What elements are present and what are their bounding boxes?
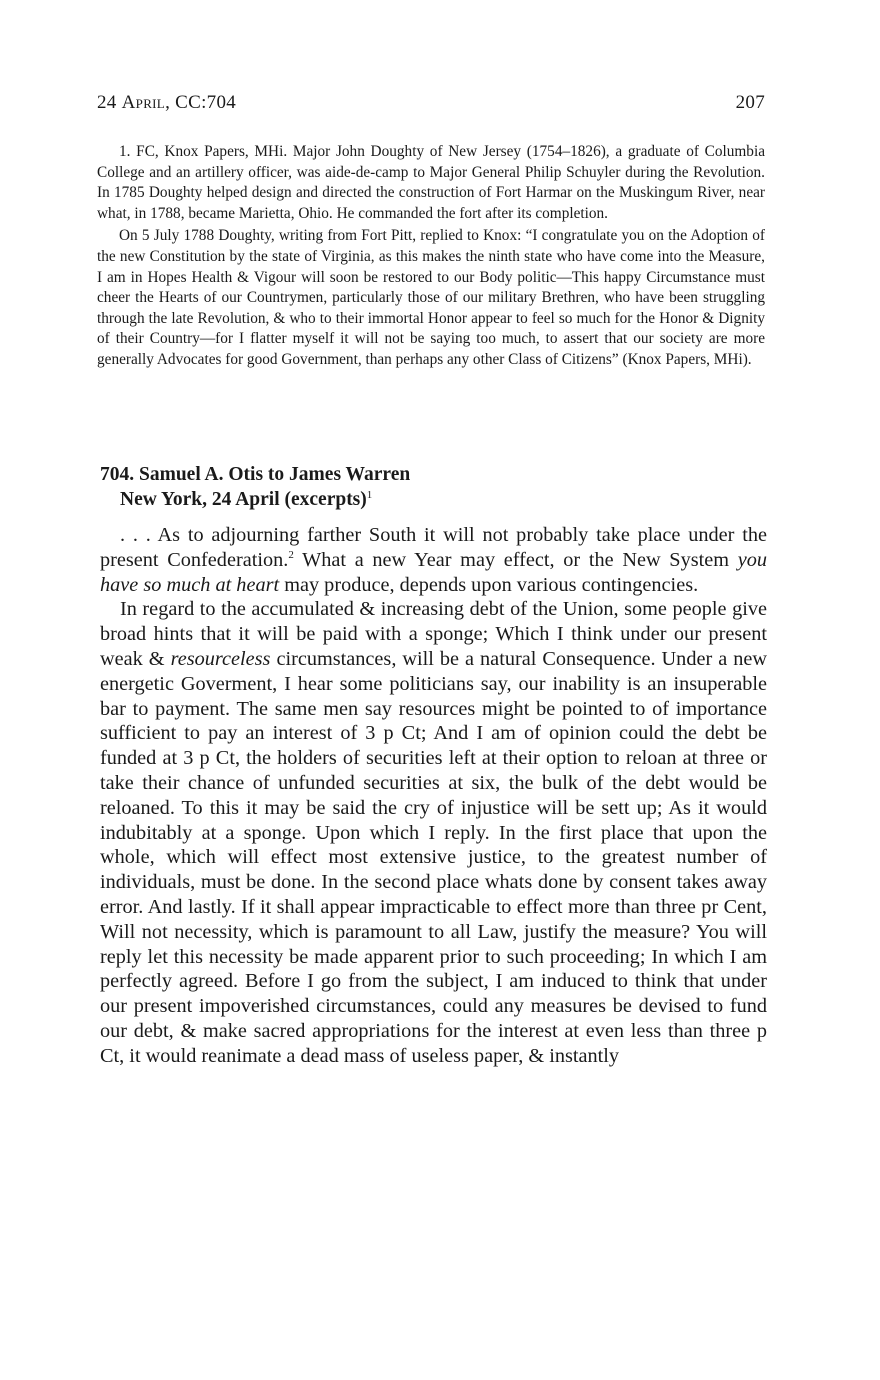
paragraph-text: may produce, depends upon various contingencies. bbox=[279, 573, 699, 596]
footnotes bbox=[97, 142, 765, 373]
paragraph-text: circumstances, will be a natural Consequence. Under a new energetic Goverment, I hear some politicians say, our inability is an insuperable bar to payment. The same men say resources might be pointed to of importance sufficient to pay an interest of 3 p Ct; And I am of opinion could the debt be funded at 3 p Ct, the holders of securities left at their option to reloan at three or take their chance of unfunded securities at six, the bulk of the debt would be reloaned. To this it may be said the cry of injustice will be sett up; As it would indubitably at a sponge. Upon which I reply. In the first place that upon the whole, which will effect most extensive justice, to the greatest number of individuals, must be done. In the second place whats done by consent takes away error. And lastly. If it shall appear impracticable to effect more than three pr Cent, Will not necessity, which is paramount to all Law, justify the measure? You will reply let this necessity be made apparent prior to such proceeding; In which I am perfectly agreed. Before I go from the subject, I am induced to think that under our present impoverished circumstances, could any measures be devised to fund our debt, & make sacred appropriations for the interest at even less than three p Ct, it would reanimate a dead mass of useless paper, & instantly bbox=[100, 647, 767, 1067]
running-head bbox=[97, 92, 765, 120]
document-heading-title: 704. Samuel A. Otis to James Warren bbox=[100, 464, 411, 485]
running-head-title bbox=[97, 92, 236, 114]
footnote-reference: 1 bbox=[366, 489, 373, 501]
letter-body bbox=[100, 523, 767, 1069]
body-paragraph bbox=[100, 597, 767, 1068]
paragraph-text: . . . As to adjourning farther South it will not probably take place under the present Confederation. bbox=[100, 524, 767, 571]
paragraph-text: In regard to the accumulated & increasing debt of the Union, some people give broad hints that it will be paid with a sponge; Which I think under our present weak & bbox=[100, 598, 767, 670]
italic-phrase: you have so much at heart bbox=[100, 548, 767, 596]
running-head-document-ref: , CC:704 bbox=[165, 92, 237, 113]
footnote-reference: 2 bbox=[288, 548, 294, 561]
document-heading-place-date: New York, 24 April (excerpts) bbox=[120, 489, 367, 510]
document-heading bbox=[100, 462, 760, 512]
running-head-date: 24 bbox=[97, 92, 122, 113]
footnote-1: 1. FC, Knox Papers, MHi. Major John Doughty of New Jersey (1754–1826), a graduate of Columbia College and an artillery officer, was aide-de-camp to Major General Philip Schuyler during the Revolution. In 1785 Doughty helped design and directed the construction of Fort Harmar on the Muskingum River, near what, in 1788, became Marietta, Ohio. He commanded the fort after its completion. bbox=[97, 143, 765, 222]
document-heading-dateline bbox=[100, 487, 760, 512]
paragraph-text: What a new Year may effect, or the New System bbox=[293, 548, 738, 571]
footnote-1-continuation: On 5 July 1788 Doughty, writing from Fort Pitt, replied to Knox: “I congratulate you on the Adoption of the new Constitution by the state of Virginia, as this makes the ninth state who have come into the Measure, I am in Hopes Health & Vigour will soon be restored to our Body politic—This happy Circumstance must cheer the Hearts of our Countrymen, particularly those of our military Brethren, who have been struggling through the late Revolution, & who to their immortal Honor appear to feel so much for the Honor & Dignity of their Country—for I flatter myself it will not be saying too much, to assert that our society are more generally Advocates for good Government, than perhaps any other Class of Citizens” (Knox Papers, MHi). bbox=[97, 227, 765, 368]
running-head-month: April bbox=[121, 92, 166, 113]
italic-phrase: resourceless bbox=[170, 647, 271, 670]
body-paragraph bbox=[100, 523, 767, 597]
page-number: 207 bbox=[735, 92, 765, 113]
